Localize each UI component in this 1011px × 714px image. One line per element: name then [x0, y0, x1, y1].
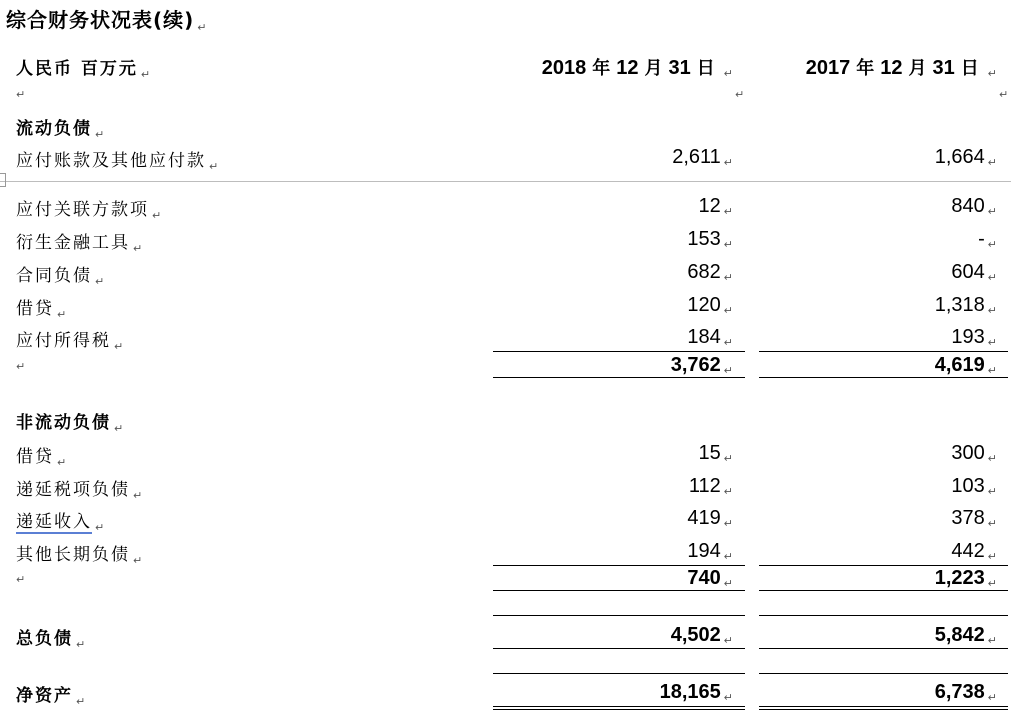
spellcheck-underlined-label: 递延收入: [16, 512, 92, 532]
table-row: 借贷 $_↵$ 120 ↵ 1,318 ↵: [16, 294, 997, 321]
subtotal-rule: [493, 351, 745, 352]
table-row: 衍生金融工具 $_↵$ 153 ↵ - ↵: [16, 228, 997, 255]
table-row: 借贷 $_↵$ 15 ↵ 300 ↵: [16, 442, 997, 469]
noncurrent-subtotal-row: ↵ 740 ↵ 1,223 ↵: [16, 567, 997, 590]
net-assets-row: 净资产 $_↵$ 18,165 ↵ 6,738 ↵: [16, 681, 997, 708]
subtotal-rule: [759, 351, 1008, 352]
table-row: 应付关联方款项 $_↵$ 12 ↵ 840 ↵: [16, 195, 997, 222]
document-title: 综合财务状况表(续) $_↵$: [6, 8, 208, 34]
column-header-2018: 2018 年 12 月 31 日 ↵: [541, 57, 733, 80]
total-bottom-rule: [493, 648, 745, 649]
subtotal-rule: [493, 565, 745, 566]
total-top-rule: [759, 615, 1008, 616]
table-row: 其他长期负债 $_↵$ 194 ↵ 442 ↵: [16, 540, 997, 567]
subtotal-bottom-rule: [493, 377, 745, 378]
double-rule-top: [759, 706, 1008, 707]
paragraph-mark-icon: ↵: [197, 21, 208, 34]
page-break-marker-icon: [0, 173, 6, 187]
table-row: 合同负债 $_↵$ 682 ↵ 604 ↵: [16, 261, 997, 288]
table-row: 递延税项负债 $_↵$ 112 ↵ 103 ↵: [16, 475, 997, 502]
empty-row: ↵ ↵ ↵: [16, 88, 1009, 101]
column-header-2017: 2017 年 12 月 31 日 ↵: [805, 57, 997, 80]
table-row: 递延收入 $_↵$ 419 ↵ 378 ↵: [16, 507, 997, 534]
net-assets-top-rule: [493, 673, 745, 674]
total-bottom-rule: [759, 648, 1008, 649]
total-top-rule: [493, 615, 745, 616]
table-row: 应付账款及其他应付款 $_↵$ 2,611 ↵ 1,664 ↵: [16, 146, 997, 173]
subtotal-bottom-rule: [759, 590, 1008, 591]
double-rule-bottom: [493, 709, 745, 710]
currency-unit-label: 人民币 百万元 $_↵$: [16, 59, 153, 81]
column-header-row: [0, 54, 1011, 81]
noncurrent-liabilities-heading: 非流动负债 $_↵$: [16, 413, 126, 435]
current-liabilities-heading: 流动负债 $_↵$: [16, 119, 107, 141]
total-liabilities-row: 总负债 $_↵$ 4,502 ↵ 5,842 ↵: [16, 624, 997, 651]
double-rule-top: [493, 706, 745, 707]
page-break-line: [0, 181, 1011, 182]
double-rule-bottom: [759, 709, 1008, 710]
current-subtotal-row: ↵ 3,762 ↵ 4,619 ↵: [16, 354, 997, 377]
table-row: 应付所得税 $_↵$ 184 ↵ 193 ↵: [16, 326, 997, 353]
subtotal-bottom-rule: [759, 377, 1008, 378]
subtotal-rule: [759, 565, 1008, 566]
net-assets-top-rule: [759, 673, 1008, 674]
subtotal-bottom-rule: [493, 590, 745, 591]
